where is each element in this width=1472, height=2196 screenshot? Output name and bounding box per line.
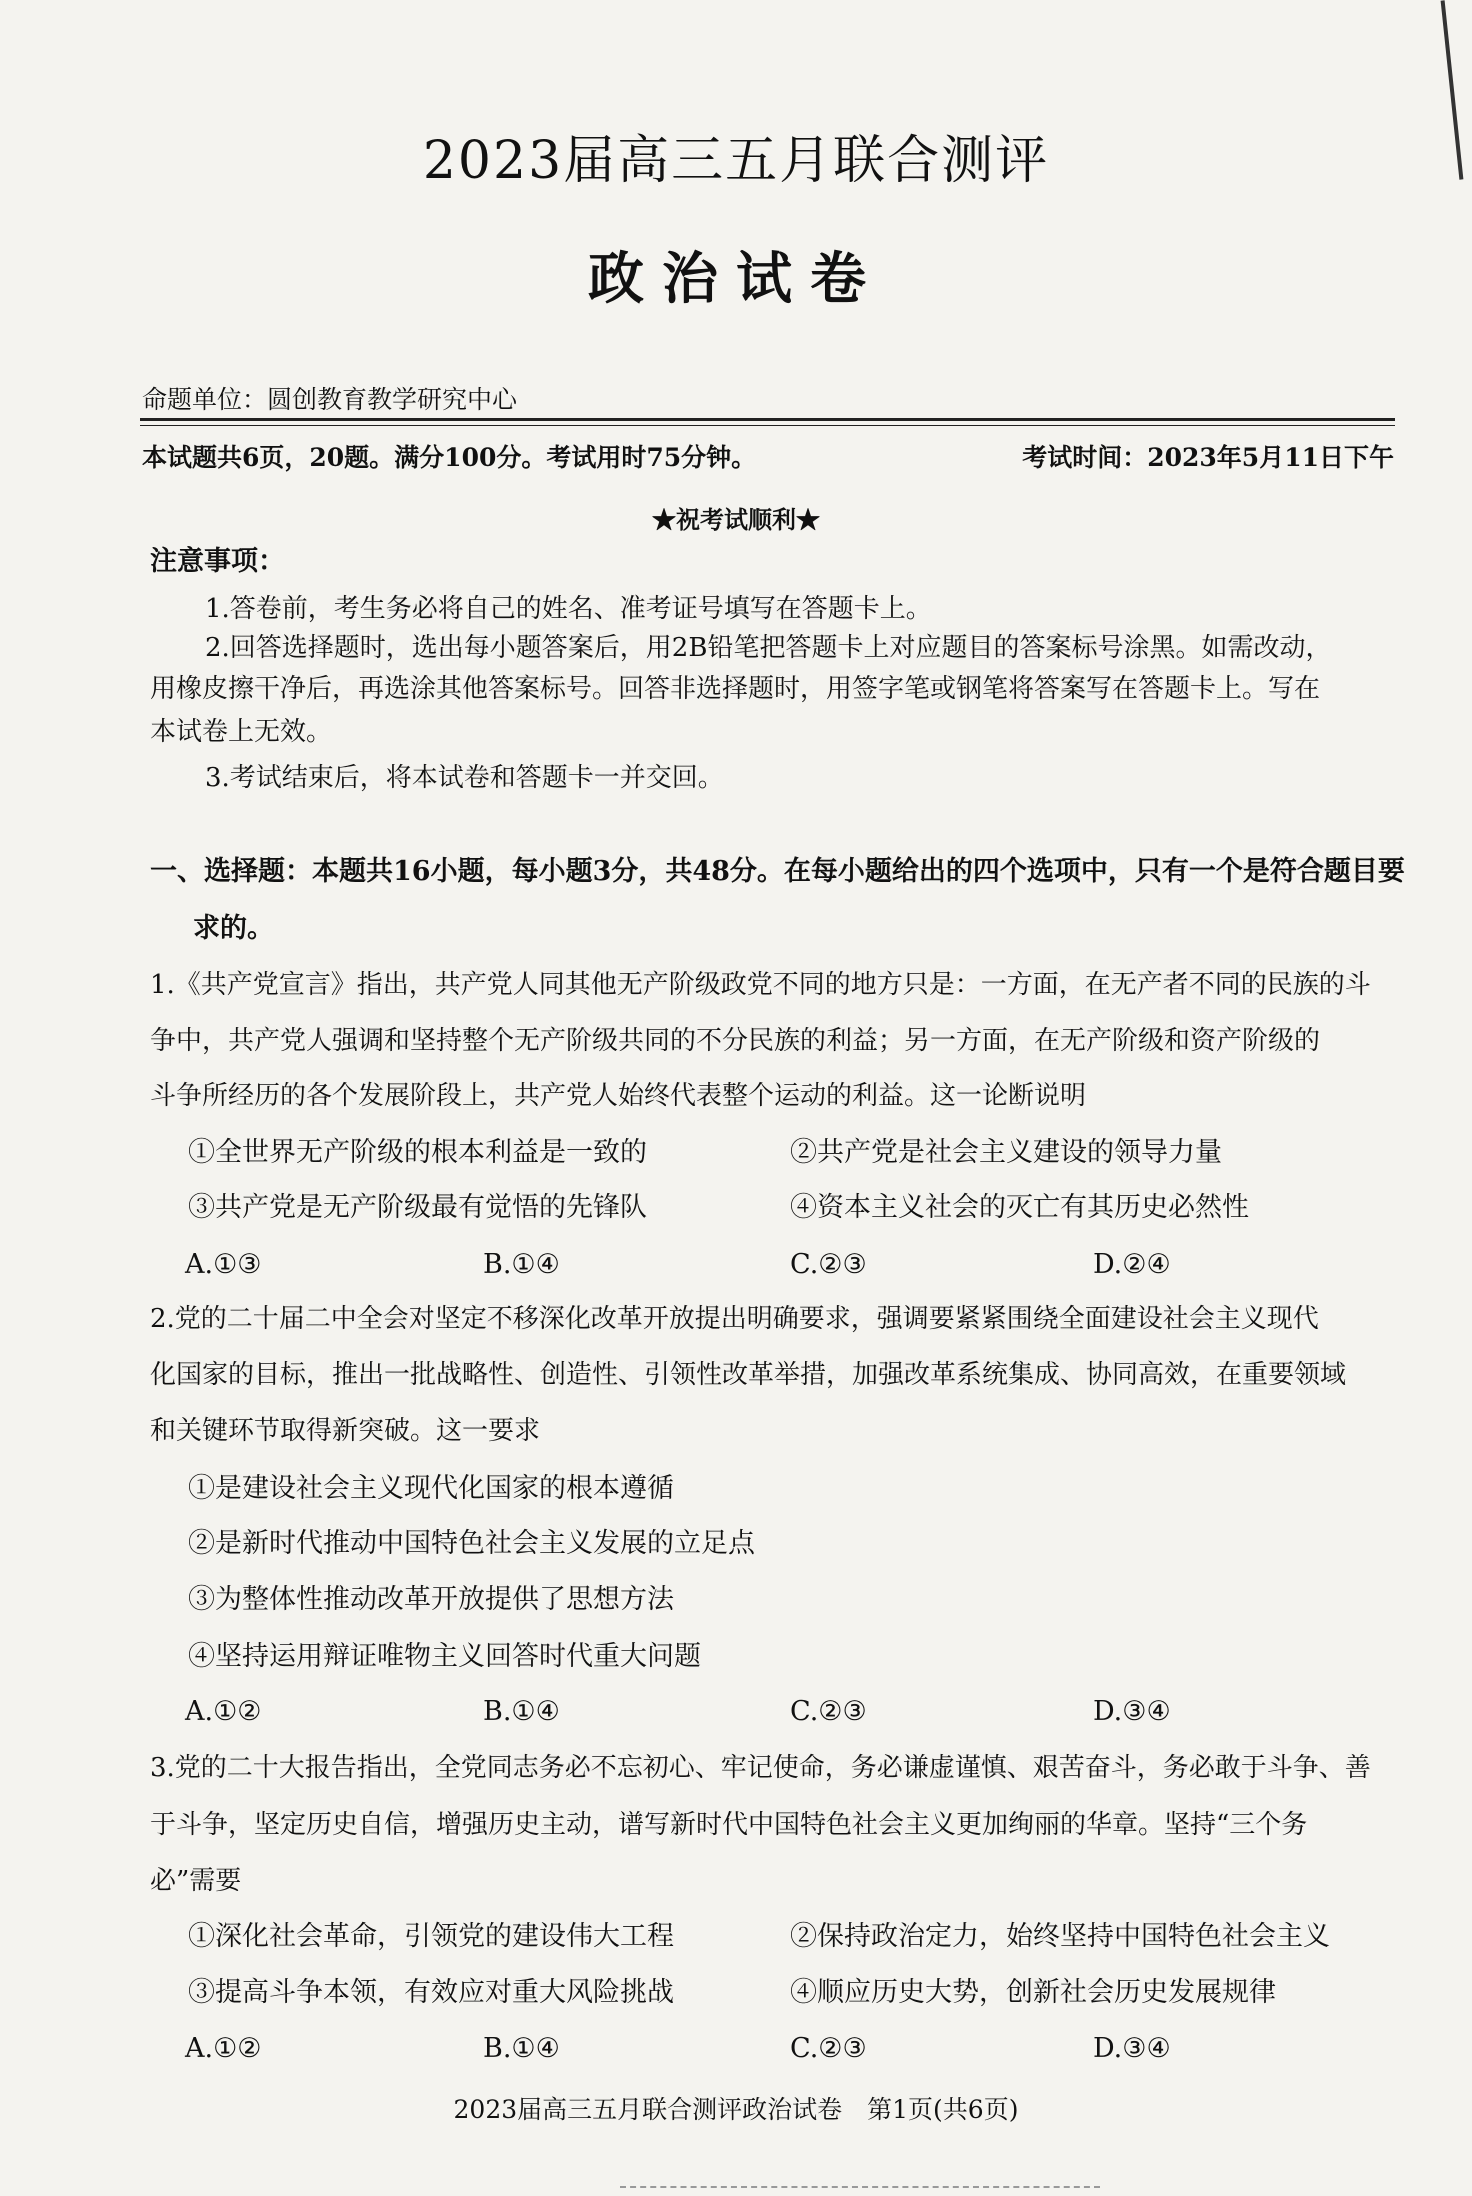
q3-choice-c: C.②③ [790,2033,867,2064]
q1-statement-1: ①全世界无产阶级的根本利益是一致的 [188,1137,647,1168]
q3-statement-1: ①深化社会革命，引领党的建设伟大工程 [188,1921,674,1952]
subject-title: 政治试卷 [588,246,884,312]
q2-choice-a: A.①② [185,1696,262,1727]
q2-choice-d: D.③④ [1093,1696,1171,1727]
q2-statement-2: ②是新时代推动中国特色社会主义发展的立足点 [188,1528,755,1559]
exam-title: 2023届高三五月联合测评 [422,131,1050,191]
note-2-line3: 本试卷上无效。 [150,717,333,747]
q3-statement-4: ④顺应历史大势，创新社会历史发展规律 [790,1977,1276,2008]
q1-choice-b: B.①④ [483,1249,560,1280]
notes-heading: 注意事项： [150,546,285,577]
q1-statement-4: ④资本主义社会的灭亡有其历史必然性 [790,1192,1249,1223]
q2-statement-4: ④坚持运用辩证唯物主义回答时代重大问题 [188,1641,701,1672]
q2-stem-line2: 化国家的目标，推出一批战略性、创造性、引领性改革举措，加强改革系统集成、协同高效，在重要领域 [150,1360,1347,1390]
q3-stem-line1: 3.党的二十大报告指出，全党同志务必不忘初心、牢记使命，务必谦虚谨慎、艰苦奋斗，务必敢于斗争、善 [150,1753,1371,1783]
section-heading-line2: 求的。 [193,913,274,944]
q1-stem-line2: 争中，共产党人强调和坚持整个无产阶级共同的不分民族的利益；另一方面，在无产阶级和资产阶级的 [150,1026,1321,1056]
author-unit: 命题单位：圆创教育教学研究中心 [142,385,518,414]
note-2-line2: 用橡皮擦干净后，再选涂其他答案标号。回答非选择题时，用签字笔或钢笔将答案写在答题卡上。写在 [150,674,1321,704]
q1-choice-a: A.①③ [185,1249,262,1280]
q1-choice-c: C.②③ [790,1249,867,1280]
q2-stem-line1: 2.党的二十届二中全会对坚定不移深化改革开放提出明确要求，强调要紧紧围绕全面建设社会主义现代 [150,1304,1319,1334]
q1-statement-2: ②共产党是社会主义建设的领导力量 [790,1137,1222,1168]
q3-stem-line2: 于斗争，坚定历史自信，增强历史主动，谱写新时代中国特色社会主义更加绚丽的华章。坚持“三个务 [150,1810,1308,1840]
q2-choice-c: C.②③ [790,1696,867,1727]
q3-choice-a: A.①② [185,2033,262,2064]
q2-choice-b: B.①④ [483,1696,560,1727]
q1-statement-3: ③共产党是无产阶级最有觉悟的先锋队 [188,1192,647,1223]
q2-stem-line3: 和关键环节取得新突破。这一要求 [150,1416,541,1446]
q3-statement-2: ②保持政治定力，始终坚持中国特色社会主义 [790,1921,1330,1952]
exam-time: 考试时间：2023年5月11日下午 [1022,443,1394,472]
note-3: 3.考试结束后，将本试卷和答题卡一并交回。 [205,763,724,793]
q1-choice-d: D.②④ [1093,1249,1171,1280]
q3-stem-line3: 必”需要 [150,1866,242,1896]
exam-info: 本试题共6页，20题。满分100分。考试用时75分钟。 [142,443,757,472]
section-heading-line1: 一、选择题：本题共16小题，每小题3分，共48分。在每小题给出的四个选项中，只有一个是符合题目要 [150,856,1405,887]
scan-bottom-dashes [620,2186,1100,2188]
note-2-line1: 2.回答选择题时，选出每小题答案后，用2B铅笔把答题卡上对应题目的答案标号涂黑。如需改动， [205,633,1332,663]
q1-stem-line3: 斗争所经历的各个发展阶段上，共产党人始终代表整个运动的利益。这一论断说明 [150,1081,1087,1111]
header-rule-thin [140,425,1395,426]
note-1: 1.答卷前，考生务必将自己的姓名、准考证号填写在答题卡上。 [205,594,932,624]
q2-statement-1: ①是建设社会主义现代化国家的根本遵循 [188,1473,674,1504]
q2-statement-3: ③为整体性推动改革开放提供了思想方法 [188,1584,674,1615]
q3-choice-b: B.①④ [483,2033,560,2064]
good-luck-banner: ★祝考试顺利★ [652,505,820,534]
q1-stem-line1: 1.《共产党宣言》指出，共产党人同其他无产阶级政党不同的地方只是：一方面，在无产者不同的民族的斗 [150,970,1371,1000]
q3-choice-d: D.③④ [1093,2033,1171,2064]
header-rule-thick [140,418,1395,421]
page-footer: 2023届高三五月联合测评政治试卷 第1页(共6页) [453,2095,1019,2124]
q3-statement-3: ③提高斗争本领，有效应对重大风险挑战 [188,1977,674,2008]
